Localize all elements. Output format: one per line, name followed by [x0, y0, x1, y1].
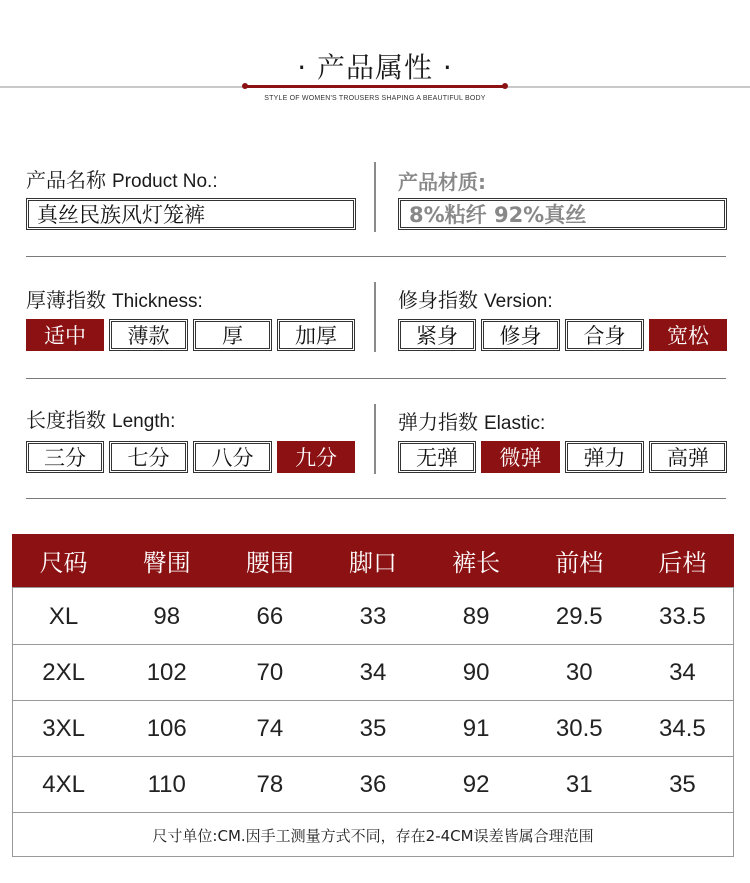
table-cell: 33 [359, 602, 387, 630]
thickness-option: 加厚 [277, 319, 355, 351]
length-option: 三分 [26, 441, 104, 473]
elastic-option: 微弹 [481, 441, 560, 473]
version-option: 合身 [565, 319, 644, 351]
table-cell: 74 [256, 714, 284, 742]
thickness-option: 适中 [26, 319, 104, 351]
version-option: 宽松 [649, 319, 727, 351]
length-option: 八分 [193, 441, 272, 473]
table-cell: 35 [669, 770, 696, 798]
header-line-right [505, 86, 750, 88]
elastic-label-en: Elastic: [484, 413, 546, 434]
row3-divider [374, 404, 376, 474]
table-cell: 33.5 [659, 602, 706, 630]
table-row [12, 589, 734, 645]
product-name-label-en: Product No.: [112, 171, 218, 192]
section-separator-1 [26, 256, 726, 257]
table-row [12, 701, 734, 757]
size-table-header-cell: 尺码 [39, 549, 88, 577]
table-cell: 34 [359, 658, 387, 686]
elastic-label-cn: 弹力指数 [398, 410, 478, 434]
version-option: 紧身 [398, 319, 476, 351]
elastic-option: 弹力 [565, 441, 644, 473]
product-name-label-cn: 产品名称 [26, 168, 106, 192]
table-row [12, 645, 734, 701]
length-option: 七分 [109, 441, 188, 473]
version-label-en: Version: [484, 291, 553, 312]
table-cell: 78 [256, 770, 284, 798]
length-label-cn: 长度指数 [26, 408, 106, 432]
table-cell: 30 [565, 658, 593, 686]
table-cell: XL [48, 602, 79, 630]
product-name-value: 真丝民族风灯笼裤 [26, 198, 356, 230]
length-label-en: Length: [112, 411, 176, 432]
thickness-option: 薄款 [109, 319, 188, 351]
size-table-note: 尺寸单位:CM.因手工测量方式不同，存在2-4CM误差皆属合理范围 [152, 826, 594, 845]
size-table-header-cell: 脚口 [348, 549, 397, 577]
product-name-label [26, 164, 218, 193]
size-table-header-cell: 前档 [555, 549, 604, 577]
thickness-label [26, 284, 203, 313]
elastic-label [398, 406, 545, 435]
page-title: · 产品属性 · [297, 51, 453, 84]
table-cell: 4XL [42, 770, 85, 798]
table-cell: 66 [256, 602, 284, 630]
table-cell: 98 [153, 602, 181, 630]
table-cell: 34.5 [659, 714, 706, 742]
row2-divider [374, 282, 376, 352]
table-cell: 29.5 [555, 602, 603, 630]
page-subtitle: STYLE OF WOMEN'S TROUSERS SHAPING A BEAUTIFUL BODY [264, 95, 486, 102]
table-cell: 89 [462, 602, 490, 630]
header-line-left [0, 86, 245, 88]
elastic-option: 无弹 [398, 441, 476, 473]
table-cell: 3XL [42, 714, 85, 742]
size-table-header [12, 534, 734, 587]
table-cell: 70 [256, 658, 284, 686]
table-cell: 91 [462, 714, 490, 742]
size-table-header-cell: 后档 [658, 549, 707, 577]
material-label: 产品材质: [398, 170, 486, 194]
table-cell: 106 [146, 714, 187, 742]
version-option: 修身 [481, 319, 560, 351]
thickness-label-cn: 厚薄指数 [26, 288, 106, 312]
table-cell: 2XL [42, 658, 85, 686]
table-cell: 110 [147, 770, 186, 798]
row1-divider [374, 162, 376, 232]
table-cell: 36 [359, 770, 387, 798]
table-cell: 92 [462, 770, 490, 798]
table-cell: 30.5 [555, 714, 603, 742]
section-separator-3 [26, 498, 726, 499]
table-cell: 35 [359, 714, 387, 742]
table-cell: 31 [565, 770, 593, 798]
section-separator-2 [26, 378, 726, 379]
thickness-label-en: Thickness: [112, 291, 203, 312]
elastic-option: 高弹 [649, 441, 727, 473]
material-value: 8%粘纤 92%真丝 [398, 198, 727, 230]
thickness-option: 厚 [193, 319, 272, 351]
table-cell: 90 [462, 658, 490, 686]
table-cell: 102 [146, 658, 187, 686]
size-table-header-cell: 裤长 [452, 549, 501, 577]
length-label [26, 404, 175, 433]
table-cell: 34 [669, 658, 696, 686]
length-option: 九分 [277, 441, 355, 473]
table-row [12, 757, 734, 813]
version-label-cn: 修身指数 [398, 288, 478, 312]
size-table-header-cell: 腰围 [245, 549, 294, 577]
size-table-header-cell: 臀围 [142, 549, 191, 577]
version-label [398, 284, 553, 313]
